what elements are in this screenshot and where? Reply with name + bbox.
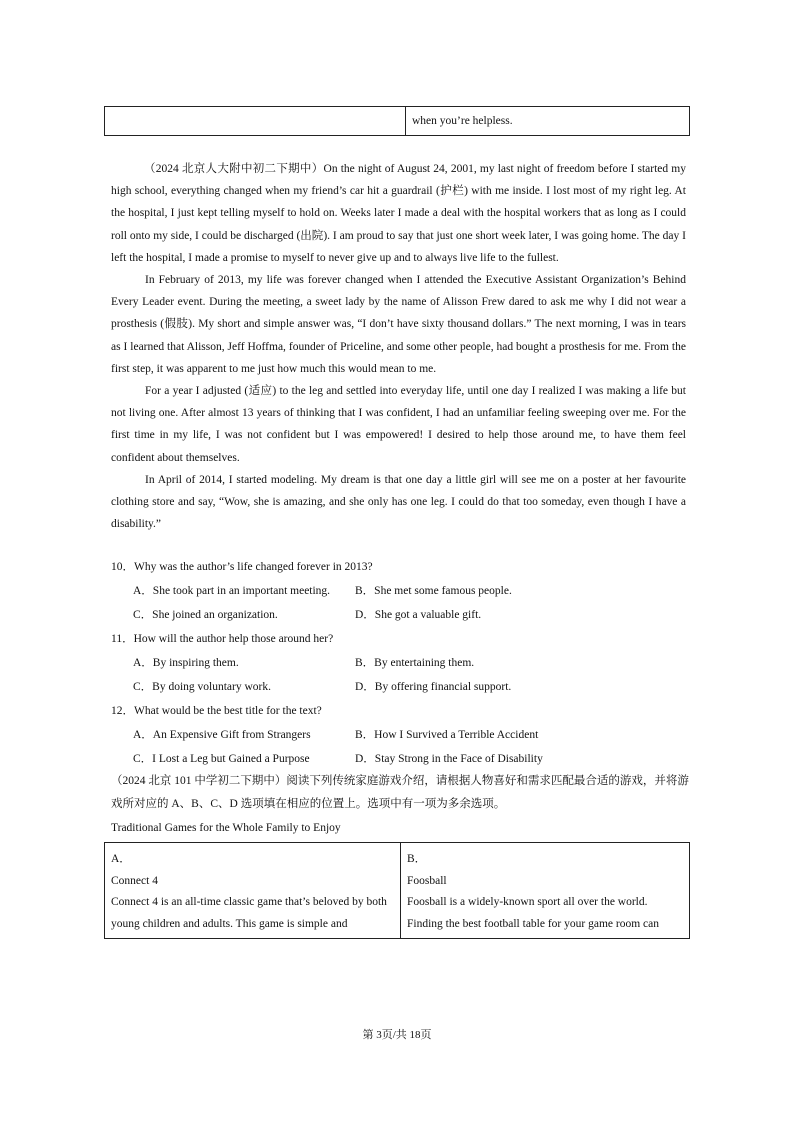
reading-passage [111, 158, 686, 535]
option-row [111, 675, 691, 699]
option-row [111, 579, 691, 603]
option: B．She met some famous people. [355, 585, 512, 597]
question-stem: 12．What would be the best title for the text? [111, 705, 322, 717]
game-name: Connect 4 [111, 874, 158, 887]
answer-table-fragment [104, 106, 690, 136]
table-cell-empty [105, 107, 406, 135]
question-list [111, 555, 691, 771]
section-instructions: （2024 北京 101 中学初二下期中）阅读下列传统家庭游戏介绍，请根据人物喜好和需求匹配最合适的游戏，并将游戏所对应的 A、B、C、D 选项填在相应的位置上。选项中有一项为多余选项。 [111, 775, 689, 810]
passage-paragraph: （2024 北京人大附中初二下期中）On the night of August 24, 2001, my last night of freedom before I started my high school, everything changed when my friend’s car hit a guardrail (护栏) with me inside. I lost most of my right leg. At the hospital, I just kept telling myself to hold on. Weeks later I made a deal with the hospital workers that as long as I could roll onto my side, I could be discharged (出院). I am proud to say that just one short week later, I was going home. The day I left the hospital, I made a promise to myself to never give up and to always live life to the fullest. [111, 163, 686, 264]
game-card [105, 843, 401, 938]
game-letter: A． [111, 853, 131, 865]
option: A．She took part in an important meeting. [133, 585, 331, 597]
game-description: Foosball is a widely-known sport all over the world. Finding the best football table for your game room can [407, 896, 659, 930]
games-heading: Traditional Games for the Whole Family to Enjoy [111, 822, 341, 834]
option-row [111, 603, 691, 627]
option: D．She got a valuable gift. [355, 609, 482, 621]
game-name: Foosball [407, 874, 447, 887]
question-stem: 10．Why was the author’s life changed forever in 2013? [111, 561, 373, 573]
table-cell-text: when you’re helpless. [412, 115, 513, 127]
passage-paragraph: For a year I adjusted (适应) to the leg and settled into everyday life, until one day I realized I was making a life but not living one. After almost 13 years of thinking that I was confident, I had an unfamiliar feeling sweeping over me. For the first time in my life, I was not confident but I was empowered! I desired to help those around me, to have them feel confident about themselves. [111, 385, 686, 464]
option: B．How I Survived a Terrible Accident [355, 729, 539, 741]
passage-paragraph: In February of 2013, my life was forever changed when I attended the Executive Assistant Organization’s Behind Every Leader event. During the meeting, a sweet lady by the name of Alisson Frew dared to ask me why I did not wear a prosthesis (假肢). My short and simple answer was, “I don’t have sixty thousand dollars.” The next morning, I was in tears as I learned that Alisson, Jeff Hoffma, founder of Priceline, and some other people, had bought a prosthesis for me. From the first step, it was apparent to me just how much this would mean to me. [111, 274, 686, 375]
option: D．By offering financial support. [355, 681, 512, 693]
page-number: 第 3页/共 18页 [362, 1029, 432, 1041]
game-card [401, 843, 689, 938]
game-letter: B． [407, 853, 427, 865]
option-row [111, 723, 691, 747]
option: B．By entertaining them. [355, 657, 475, 669]
option: C．She joined an organization. [133, 609, 278, 621]
option: A．An Expensive Gift from Strangers [133, 729, 311, 741]
option-row [111, 747, 691, 771]
option: D．Stay Strong in the Face of Disability [355, 753, 543, 765]
game-description: Connect 4 is an all-time classic game that’s beloved by both young children and adults. This game is simple and [111, 896, 387, 930]
option: C．By doing voluntary work. [133, 681, 271, 693]
question-stem: 11．How will the author help those around her? [111, 633, 334, 645]
option: A．By inspiring them. [133, 657, 239, 669]
option-row [111, 651, 691, 675]
option: C．I Lost a Leg but Gained a Purpose [133, 753, 310, 765]
games-table [104, 842, 690, 939]
passage-paragraph: In April of 2014, I started modeling. My dream is that one day a little girl will see me on a poster at her favourite clothing store and say, “Wow, she is amazing, and she only has one leg. I could do that too someday, even though I have a disability.” [111, 473, 686, 531]
